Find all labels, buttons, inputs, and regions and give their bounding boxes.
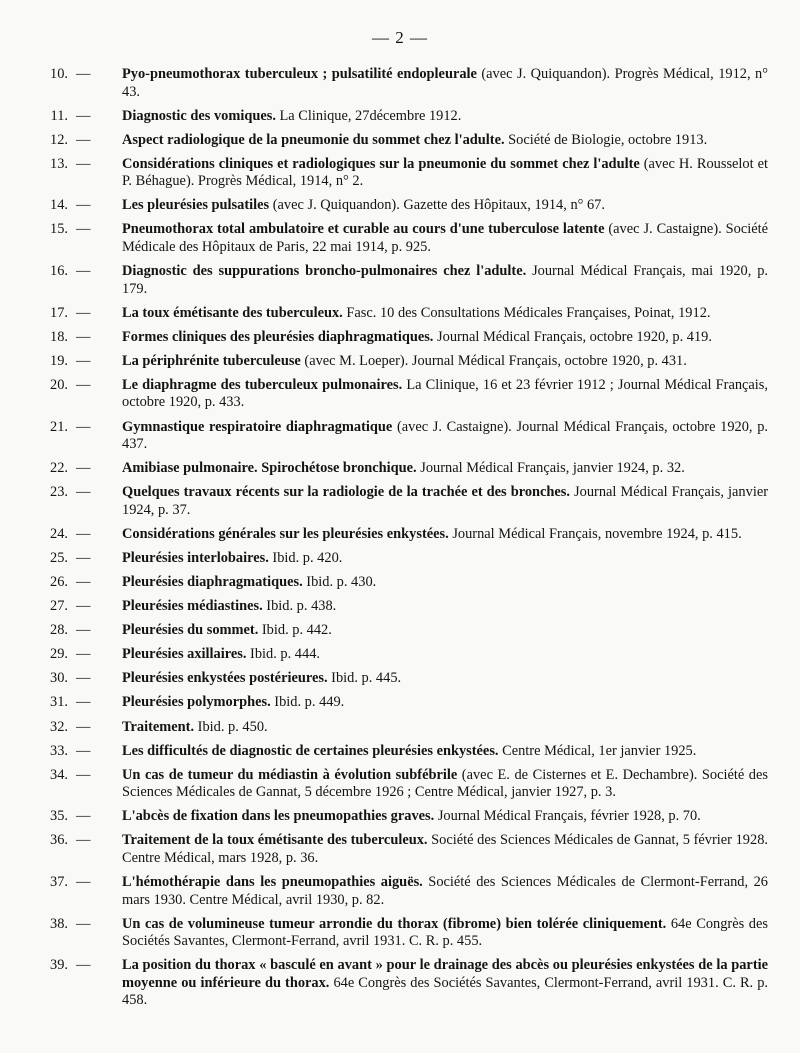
entry-dash: — — [76, 263, 91, 280]
entry-reference: (avec H. Rousselot et P. Béhague). Progrès Médical, 1914, n° 2. — [122, 155, 768, 190]
list-item — [16, 598, 768, 616]
entry-reference: Journal Médical Français, novembre 1924, p. 415. — [448, 525, 742, 542]
list-item — [16, 66, 768, 101]
entry-title: Formes cliniques des pleurésies diaphragmatiques. — [122, 328, 434, 345]
list-item — [16, 957, 768, 1010]
entry-title: Considérations cliniques et radiologiques sur la pneumonie du sommet chez l'adulte — [122, 155, 640, 172]
entry-number: 19. — [50, 352, 68, 369]
entry-reference: Journal Médical Français, janvier 1924, p. 37. — [122, 484, 768, 518]
entry-dash: — — [76, 197, 91, 214]
entry-number: 30. — [50, 670, 68, 687]
entry-title: L'abcès de fixation dans les pneumopathies graves. — [122, 808, 435, 825]
entry-title: Un cas de volumineuse tumeur arrondie du thorax (fibrome) bien tolérée cliniquement. — [122, 915, 667, 932]
entry-title: Amibiase pulmonaire. Spirochétose bronchique. — [122, 460, 417, 477]
list-item — [16, 767, 768, 802]
entry-dash: — — [76, 832, 91, 849]
list-item — [16, 526, 768, 544]
entry-reference: 64e Congrès des Sociétés Savantes, Clermont-Ferrand, avril 1931. C. R. p. 458. — [122, 974, 769, 1009]
entry-dash: — — [76, 131, 91, 148]
entry-number: 34. — [50, 766, 68, 783]
entry-number: 13. — [50, 155, 68, 172]
list-item — [16, 329, 768, 347]
entry-title: Aspect radiologique de la pneumonie du sommet chez l'adulte. — [122, 131, 505, 148]
entry-title: Pleurésies axillaires. — [122, 646, 247, 663]
entry-title: Pleurésies polymorphes. — [122, 694, 271, 711]
entry-reference: Société des Sciences Médicales de Gannat, 5 février 1928. Centre Médical, mars 1928, p. 36. — [122, 832, 768, 866]
entry-reference: Ibid. p. 450. — [194, 718, 268, 735]
entry-number: 32. — [50, 718, 68, 735]
entry-dash: — — [76, 808, 91, 825]
entry-title: Diagnostic des vomiques. — [122, 107, 276, 124]
entry-title: Diagnostic des suppurations broncho-pulmonaires chez l'adulte. — [122, 263, 527, 280]
entry-reference: Société des Sciences Médicales de Clermont-Ferrand, 26 mars 1930. Centre Médical, avril 1930, p. 82. — [122, 874, 768, 908]
list-item — [16, 156, 768, 191]
entry-reference: (avec J. Castaigne). Journal Médical Français, octobre 1920, p. 437. — [122, 418, 768, 453]
entry-title: Traitement de la toux émétisante des tuberculeux. — [122, 832, 428, 849]
entry-dash: — — [76, 304, 91, 321]
list-item — [16, 719, 768, 737]
entry-reference: (avec J. Quiquandon). Progrès Médical, 1912, n° 43. — [122, 66, 768, 100]
entry-dash: — — [76, 766, 91, 783]
entry-number: 21. — [50, 418, 68, 435]
entry-reference: Centre Médical, 1er janvier 1925. — [498, 742, 697, 759]
entry-number: 33. — [50, 742, 68, 759]
entry-dash: — — [76, 460, 91, 477]
entry-number: 10. — [50, 66, 68, 82]
entry-reference: Ibid. p. 420. — [268, 549, 343, 566]
list-item — [16, 197, 768, 215]
entry-number: 35. — [50, 808, 68, 825]
entry-number: 24. — [50, 525, 68, 542]
list-item — [16, 377, 768, 412]
entry-dash: — — [76, 742, 91, 759]
entry-number: 25. — [50, 549, 68, 566]
page-number: — 2 — — [372, 28, 428, 47]
entry-title: Pneumothorax total ambulatoire et curable au cours d'une tuberculose latente — [122, 221, 605, 238]
list-item — [16, 574, 768, 592]
list-item — [16, 670, 768, 688]
entry-reference: (avec J. Quiquandon). Gazette des Hôpitaux, 1914, n° 67. — [269, 197, 605, 214]
entry-number: 38. — [50, 915, 68, 932]
entry-number: 37. — [50, 874, 68, 891]
entry-reference: Ibid. p. 445. — [327, 670, 402, 687]
list-item — [16, 694, 768, 712]
entry-number: 18. — [50, 328, 68, 345]
entry-title: Les pleurésies pulsatiles — [122, 197, 270, 214]
entry-reference: (avec J. Castaigne). Société Médicale des Hôpitaux de Paris, 22 mai 1914, p. 925. — [122, 221, 768, 255]
entry-reference: Société de Biologie, octobre 1913. — [504, 131, 708, 148]
entry-number: 39. — [50, 957, 68, 974]
entry-number: 12. — [50, 131, 68, 148]
entry-title: La position du thorax « basculé en avant » pour le drainage des abcès ou pleurésies enkystées de la partie moyenne ou inférieure du thorax. — [122, 957, 768, 991]
entry-number: 26. — [50, 574, 68, 590]
entry-number: 27. — [50, 598, 68, 615]
entry-dash: — — [76, 376, 91, 393]
entry-dash: — — [76, 574, 91, 590]
list-item — [16, 460, 768, 478]
entry-number: 20. — [50, 376, 68, 393]
entry-title: La toux émétisante des tuberculeux. — [122, 304, 343, 321]
entry-title: L'hémothérapie dans les pneumopathies aiguës. — [122, 874, 423, 891]
entry-dash: — — [76, 915, 91, 932]
entry-reference: Journal Médical Français, octobre 1920, p. 419. — [433, 328, 712, 345]
entry-title: Le diaphragme des tuberculeux pulmonaires. — [122, 376, 403, 393]
entry-title: Un cas de tumeur du médiastin à évolution subfébrile — [122, 766, 458, 783]
entry-dash: — — [76, 352, 91, 369]
entry-title: Pleurésies médiastines. — [122, 598, 263, 615]
entry-number: 17. — [50, 304, 68, 321]
entry-number: 28. — [50, 622, 68, 639]
list-item — [16, 221, 768, 256]
entry-dash: — — [76, 418, 91, 435]
entry-number: 16. — [50, 263, 68, 280]
entry-dash: — — [76, 107, 91, 124]
entry-dash: — — [76, 484, 91, 501]
list-item — [16, 305, 768, 323]
list-item — [16, 132, 768, 150]
entry-title: Pleurésies du sommet. — [122, 622, 259, 639]
entry-title: Pleurésies interlobaires. — [122, 549, 269, 566]
list-item — [16, 832, 768, 867]
entry-dash: — — [76, 525, 91, 542]
entry-title: Considérations générales sur les pleurésies enkystées. — [122, 525, 449, 542]
entry-dash: — — [76, 221, 91, 238]
entry-dash: — — [76, 328, 91, 345]
list-item — [16, 743, 768, 761]
entry-title: Pleurésies diaphragmatiques. — [122, 574, 303, 590]
entry-dash: — — [76, 670, 91, 687]
entry-number: 14. — [50, 197, 68, 214]
entry-dash: — — [76, 598, 91, 615]
entry-dash: — — [76, 622, 91, 639]
entry-reference: (avec M. Loeper). Journal Médical Français, octobre 1920, p. 431. — [300, 352, 687, 369]
entry-dash: — — [76, 66, 91, 82]
entry-number: 29. — [50, 646, 68, 663]
entry-reference: Ibid. p. 438. — [262, 598, 337, 615]
list-item — [16, 874, 768, 909]
entry-number: 36. — [50, 832, 68, 849]
entry-reference: Fasc. 10 des Consultations Médicales Françaises, Poinat, 1912. — [342, 304, 711, 321]
entry-number: 23. — [50, 484, 68, 501]
entry-reference: Ibid. p. 442. — [258, 622, 332, 639]
entry-title: Pyo-pneumothorax tuberculeux ; pulsatilité endopleurale — [122, 66, 477, 82]
entry-dash: — — [76, 646, 91, 663]
list-item — [16, 263, 768, 298]
list-item — [16, 108, 768, 126]
entry-number: 22. — [50, 460, 68, 477]
list-item — [16, 916, 768, 951]
entry-dash: — — [76, 718, 91, 735]
entry-dash: — — [76, 155, 91, 172]
entry-reference: La Clinique, 16 et 23 février 1912 ; Journal Médical Français, octobre 1920, p. 433. — [122, 376, 769, 411]
list-item — [16, 622, 768, 640]
entry-reference: Ibid. p. 449. — [270, 694, 345, 711]
entry-title: Les difficultés de diagnostic de certaines pleurésies enkystées. — [122, 742, 499, 759]
entry-title: Quelques travaux récents sur la radiologie de la trachée et des bronches. — [122, 484, 571, 501]
list-item — [16, 808, 768, 826]
list-item — [16, 353, 768, 371]
list-item — [16, 419, 768, 454]
entry-dash: — — [76, 549, 91, 566]
entry-reference: Ibid. p. 444. — [246, 646, 320, 663]
bibliography-list — [16, 66, 768, 1016]
entry-number: 11. — [50, 107, 68, 124]
entry-reference: Ibid. p. 430. — [302, 574, 377, 590]
entry-number: 31. — [50, 694, 68, 711]
list-item — [16, 550, 768, 568]
entry-reference: La Clinique, 27décembre 1912. — [275, 107, 462, 124]
entry-reference: Journal Médical Français, janvier 1924, p. 32. — [416, 460, 685, 477]
entry-reference: Journal Médical Français, février 1928, p. 70. — [434, 808, 701, 825]
entry-title: Traitement. — [122, 718, 195, 735]
entry-title: Pleurésies enkystées postérieures. — [122, 670, 328, 687]
list-item — [16, 646, 768, 664]
entry-title: Gymnastique respiratoire diaphragmatique — [122, 418, 393, 435]
entry-dash: — — [76, 874, 91, 891]
entry-reference: (avec E. de Cisternes et E. Dechambre). Société des Sciences Médicales de Gannat, 5 décembre 1926 ; Centre Médical, janvier 1927, p. 3. — [122, 766, 768, 801]
entry-title: La périphrénite tuberculeuse — [122, 352, 301, 369]
entry-dash: — — [76, 694, 91, 711]
entry-reference: 64e Congrès des Sociétés Savantes, Clermont-Ferrand, avril 1931. C. R. p. 455. — [122, 915, 768, 950]
entry-reference: Journal Médical Français, mai 1920, p. 179. — [122, 263, 768, 297]
entry-number: 15. — [50, 221, 68, 238]
entry-dash: — — [76, 957, 91, 974]
list-item — [16, 484, 768, 519]
